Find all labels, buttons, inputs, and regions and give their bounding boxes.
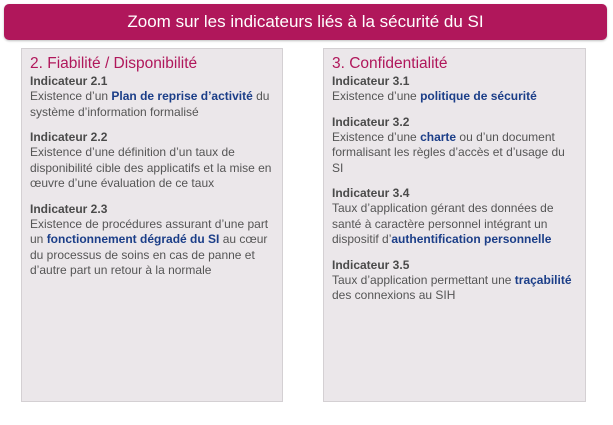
highlight-term: authentification personnelle [391, 232, 552, 246]
header-banner [4, 4, 607, 40]
panel-confidentiality [323, 48, 586, 402]
indicator-text [332, 273, 577, 304]
text-segment: Existence d’une [332, 129, 421, 144]
text-segment: Existence d’un [30, 89, 112, 103]
indicator-title: Indicateur 2.3 [30, 201, 108, 216]
indicator-text [30, 145, 274, 192]
panel-reliability [21, 48, 283, 402]
indicator-title: Indicateur 3.4 [332, 186, 410, 200]
banner-title: Zoom sur les indicateurs liés à la sécurité du SI [127, 12, 484, 31]
indicator-title: Indicateur 2.1 [30, 74, 108, 88]
indicator-text [30, 217, 274, 279]
indicator-text [332, 130, 577, 177]
highlight-term: Plan de reprise d’activité [111, 89, 253, 103]
text-segment: des connexions au SIH [332, 288, 456, 302]
text-segment: Taux d’application gérant des données de santé à caractère personnel intégrant un dispositif d’ [332, 201, 554, 246]
indicator-3-5 [332, 258, 577, 304]
text-segment: Existence d’une définition d’un taux de disponibilité cible des applicatifs et la mise en œuvre d’une évaluation de ce taux [30, 145, 272, 190]
indicator-2-1 [30, 74, 274, 120]
indicator-3-1 [332, 74, 577, 105]
highlight-term: traçabilité [514, 272, 572, 287]
indicator-text [332, 201, 577, 248]
indicator-3-4 [332, 186, 577, 248]
panel-title-confidentiality: 3. Confidentialité [332, 55, 448, 72]
indicator-2-2 [30, 130, 274, 192]
indicator-text [30, 89, 274, 120]
text-segment: Taux d’application permettant une [332, 272, 515, 287]
highlight-term: politique de sécurité [420, 89, 537, 103]
highlight-term: fonctionnement dégradé du SI [46, 232, 220, 246]
text-segment: Existence d’une [332, 89, 421, 103]
indicator-title: Indicateur 3.1 [332, 74, 410, 88]
highlight-term: charte [420, 129, 457, 144]
panel-title-reliability: 2. Fiabilité / Disponibilité [30, 55, 198, 72]
indicator-title: Indicateur 2.2 [30, 130, 108, 144]
indicator-title: Indicateur 3.5 [332, 257, 410, 272]
indicator-text [332, 89, 577, 105]
text-segment: Existence de procédures assurant d’une part un [30, 216, 269, 246]
text-segment: au cœur du processus de soins en cas de panne et d’autre part un retour à la normale [30, 232, 268, 277]
indicator-3-2 [332, 115, 577, 177]
text-segment: ou d’un document formalisant les règles d’accès et d’usage du SI [332, 129, 565, 175]
indicator-title: Indicateur 3.2 [332, 114, 410, 129]
text-segment: du système d’information formalisé [30, 89, 270, 119]
indicator-2-3 [30, 202, 274, 279]
